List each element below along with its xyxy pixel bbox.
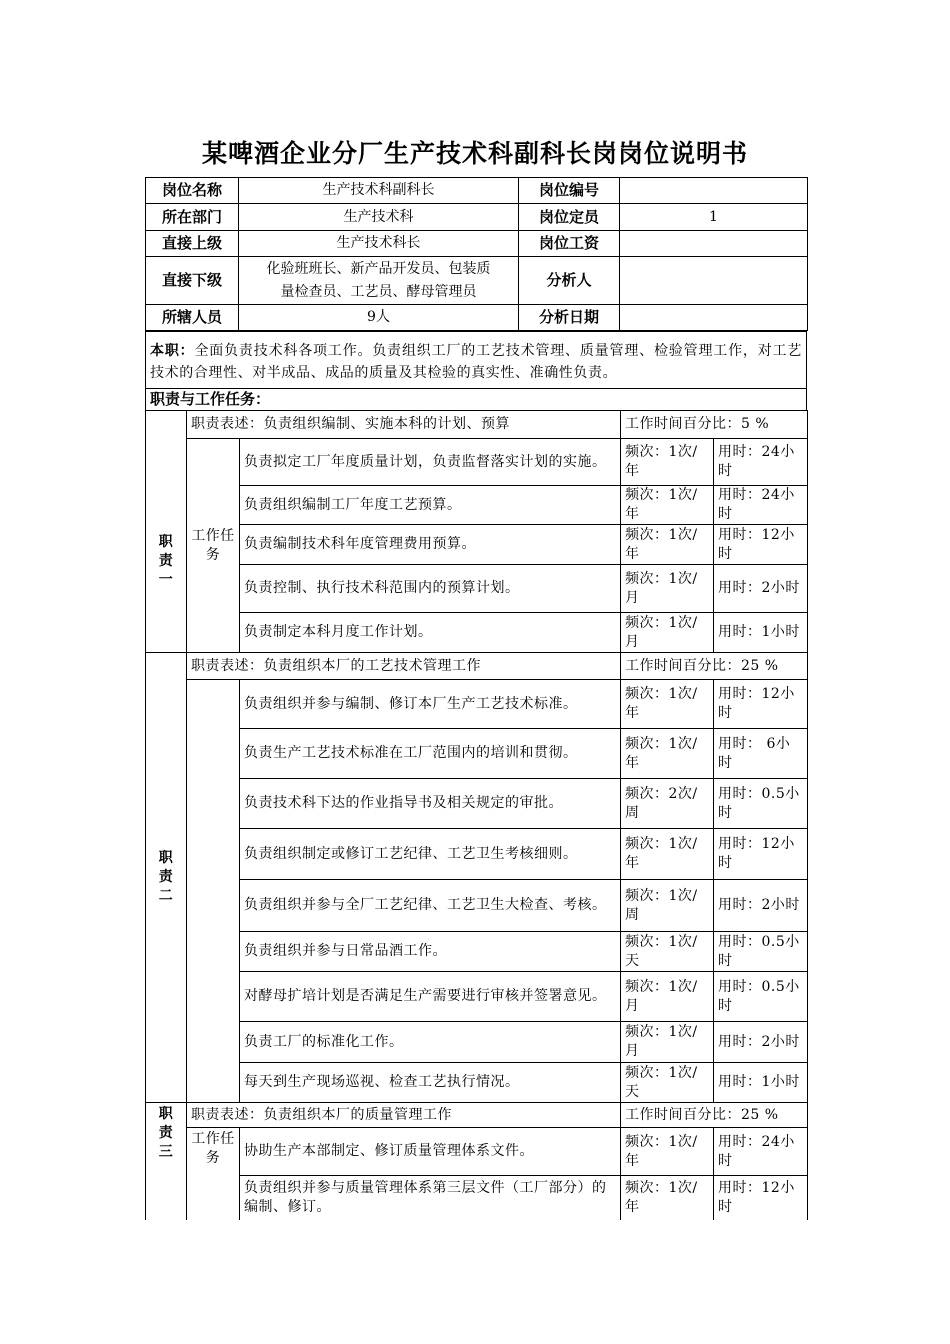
dept-label: 所在部门 xyxy=(146,204,239,231)
task-1-4-freq: 频次：1次/月 xyxy=(621,565,714,613)
task-1-2-freq: 频次：1次/年 xyxy=(621,486,714,525)
duty-1-char-3: 一 xyxy=(158,572,174,588)
task-2-2: 负责生产工艺技术标准在工厂范围内的培训和贯彻。 xyxy=(240,729,621,779)
task-2-1-time: 用时：12小时 xyxy=(714,680,808,729)
task-2-8: 负责工厂的标准化工作。 xyxy=(240,1022,621,1063)
task-1-3-freq: 频次：1次/年 xyxy=(621,525,714,565)
benzhi-label: 本职： xyxy=(150,342,195,359)
task-1-2: 负责组织编制工厂年度工艺预算。 xyxy=(240,486,621,525)
duty-2-desc: 职责表述：负责组织本厂的工艺技术管理工作 xyxy=(187,653,621,680)
duty-1-desc: 职责表述：负责组织编制、实施本科的计划、预算 xyxy=(187,411,621,439)
task-2-6: 负责组织并参与日常品酒工作。 xyxy=(240,932,621,972)
salary-label: 岗位工资 xyxy=(519,231,620,257)
task-2-5: 负责组织并参与全厂工艺纪律、工艺卫生大检查、考核。 xyxy=(240,880,621,932)
duties-table xyxy=(145,410,808,1220)
date-label: 分析日期 xyxy=(519,305,620,331)
subordinate-line-2: 量检查员、工艺员、酵母管理员 xyxy=(280,283,477,300)
task-3-1: 协助生产本部制定、修订质量管理体系文件。 xyxy=(240,1128,621,1176)
section-table xyxy=(145,388,807,411)
analyst-value xyxy=(620,257,808,305)
duty-1-task-label: 工作任务 xyxy=(187,439,240,653)
task-1-5: 负责制定本科月度工作计划。 xyxy=(240,613,621,653)
duty-1-label xyxy=(146,411,187,653)
duty-1-pct: 工作时间百分比：5 % xyxy=(621,411,808,439)
task-2-1: 负责组织并参与编制、修订本厂生产工艺技术标准。 xyxy=(240,680,621,729)
task-1-3-time: 用时：12小时 xyxy=(714,525,808,565)
task-2-5-freq: 频次：1次/周 xyxy=(621,880,714,932)
task-1-4-time: 用时：2小时 xyxy=(714,565,808,613)
job-name-value: 生产技术科副科长 xyxy=(239,178,519,204)
task-2-7: 对酵母扩培计划是否满足生产需要进行审核并签署意见。 xyxy=(240,972,621,1022)
task-3-2-freq: 频次：1次/年 xyxy=(621,1176,714,1220)
task-2-9-freq: 频次：1次/天 xyxy=(621,1063,714,1103)
staff-label: 所辖人员 xyxy=(146,305,239,331)
task-2-6-freq: 频次：1次/天 xyxy=(621,932,714,972)
duty-3-desc: 职责表述：负责组织本厂的质量管理工作 xyxy=(187,1103,621,1128)
quota-label: 岗位定员 xyxy=(519,204,620,231)
benzhi-cell xyxy=(146,332,807,389)
task-2-3-time: 用时：0.5小时 xyxy=(714,779,808,829)
superior-value: 生产技术科长 xyxy=(239,231,519,257)
task-1-5-freq: 频次：1次/月 xyxy=(621,613,714,653)
task-1-1-time: 用时：24小时 xyxy=(714,439,808,486)
duty-3-task-label: 工作任务 xyxy=(187,1128,240,1220)
date-value xyxy=(620,305,808,331)
duty-2-char-3: 二 xyxy=(158,888,174,904)
duty-2-char-2: 责 xyxy=(158,869,174,885)
duty-3-char-2: 责 xyxy=(158,1125,174,1141)
task-2-1-freq: 频次：1次/年 xyxy=(621,680,714,729)
subordinate-value xyxy=(239,257,519,305)
task-3-1-freq: 频次：1次/年 xyxy=(621,1128,714,1176)
task-3-1-time: 用时：24小时 xyxy=(714,1128,808,1176)
benzhi-text: 全面负责技术科各项工作。负责组织工厂的工艺技术管理、质量管理、检验管理工作，对工艺技术的合理性、对半成品、成品的质量及其检验的真实性、准确性负责。 xyxy=(150,342,802,381)
subordinate-line-1: 化验班班长、新产品开发员、包装质 xyxy=(266,260,491,277)
task-2-8-freq: 频次：1次/月 xyxy=(621,1022,714,1063)
job-no-label: 岗位编号 xyxy=(519,178,620,204)
task-2-2-freq: 频次：1次/年 xyxy=(621,729,714,779)
duty-2-task-col xyxy=(187,680,240,1103)
duty-3-char-1: 职 xyxy=(158,1106,174,1122)
task-1-1-freq: 频次：1次/年 xyxy=(621,439,714,486)
task-2-3: 负责技术科下达的作业指导书及相关规定的审批。 xyxy=(240,779,621,829)
task-3-2-time: 用时：12小时 xyxy=(714,1176,808,1220)
task-2-5-time: 用时：2小时 xyxy=(714,880,808,932)
task-2-7-freq: 频次：1次/月 xyxy=(621,972,714,1022)
duty-2-pct: 工作时间百分比：25 % xyxy=(621,653,808,680)
task-2-4-time: 用时：12小时 xyxy=(714,829,808,880)
task-2-4-freq: 频次：1次/年 xyxy=(621,829,714,880)
analyst-label: 分析人 xyxy=(519,257,620,305)
task-2-6-time: 用时：0.5小时 xyxy=(714,932,808,972)
duty-3-label xyxy=(146,1103,187,1220)
task-2-4: 负责组织制定或修订工艺纪律、工艺卫生考核细则。 xyxy=(240,829,621,880)
task-1-5-time: 用时：1小时 xyxy=(714,613,808,653)
staff-value: 9人 xyxy=(239,305,519,331)
task-2-3-freq: 频次：2次/周 xyxy=(621,779,714,829)
task-1-2-time: 用时：24小时 xyxy=(714,486,808,525)
benzhi-table xyxy=(145,331,807,389)
task-2-8-time: 用时：2小时 xyxy=(714,1022,808,1063)
superior-label: 直接上级 xyxy=(146,231,239,257)
task-1-1: 负责拟定工厂年度质量计划，负责监督落实计划的实施。 xyxy=(240,439,621,486)
job-name-label: 岗位名称 xyxy=(146,178,239,204)
page-title: 某啤酒企业分厂生产技术科副科长岗岗位说明书 xyxy=(201,139,748,168)
duty-2-label xyxy=(146,653,187,1103)
task-3-2: 负责组织并参与质量管理体系第三层文件（工厂部分）的编制、修订。 xyxy=(240,1176,621,1220)
job-no-value xyxy=(620,178,808,204)
dept-value: 生产技术科 xyxy=(239,204,519,231)
duty-3-char-3: 三 xyxy=(158,1144,174,1160)
duty-3-pct: 工作时间百分比：25 % xyxy=(621,1103,808,1128)
task-1-3: 负责编制技术科年度管理费用预算。 xyxy=(240,525,621,565)
duty-2-char-1: 职 xyxy=(158,850,174,866)
task-2-9: 每天到生产现场巡视、检查工艺执行情况。 xyxy=(240,1063,621,1103)
salary-value xyxy=(620,231,808,257)
duty-1-char-1: 职 xyxy=(158,534,174,550)
task-2-7-time: 用时：0.5小时 xyxy=(714,972,808,1022)
task-2-2-time: 用时： 6小时 xyxy=(714,729,808,779)
task-2-9-time: 用时：1小时 xyxy=(714,1063,808,1103)
task-1-4: 负责控制、执行技术科范围内的预算计划。 xyxy=(240,565,621,613)
quota-value: 1 xyxy=(620,204,808,231)
subordinate-label: 直接下级 xyxy=(146,257,239,305)
header-table xyxy=(145,177,808,331)
section-label: 职责与工作任务： xyxy=(146,389,807,411)
duty-1-char-2: 责 xyxy=(158,553,174,569)
